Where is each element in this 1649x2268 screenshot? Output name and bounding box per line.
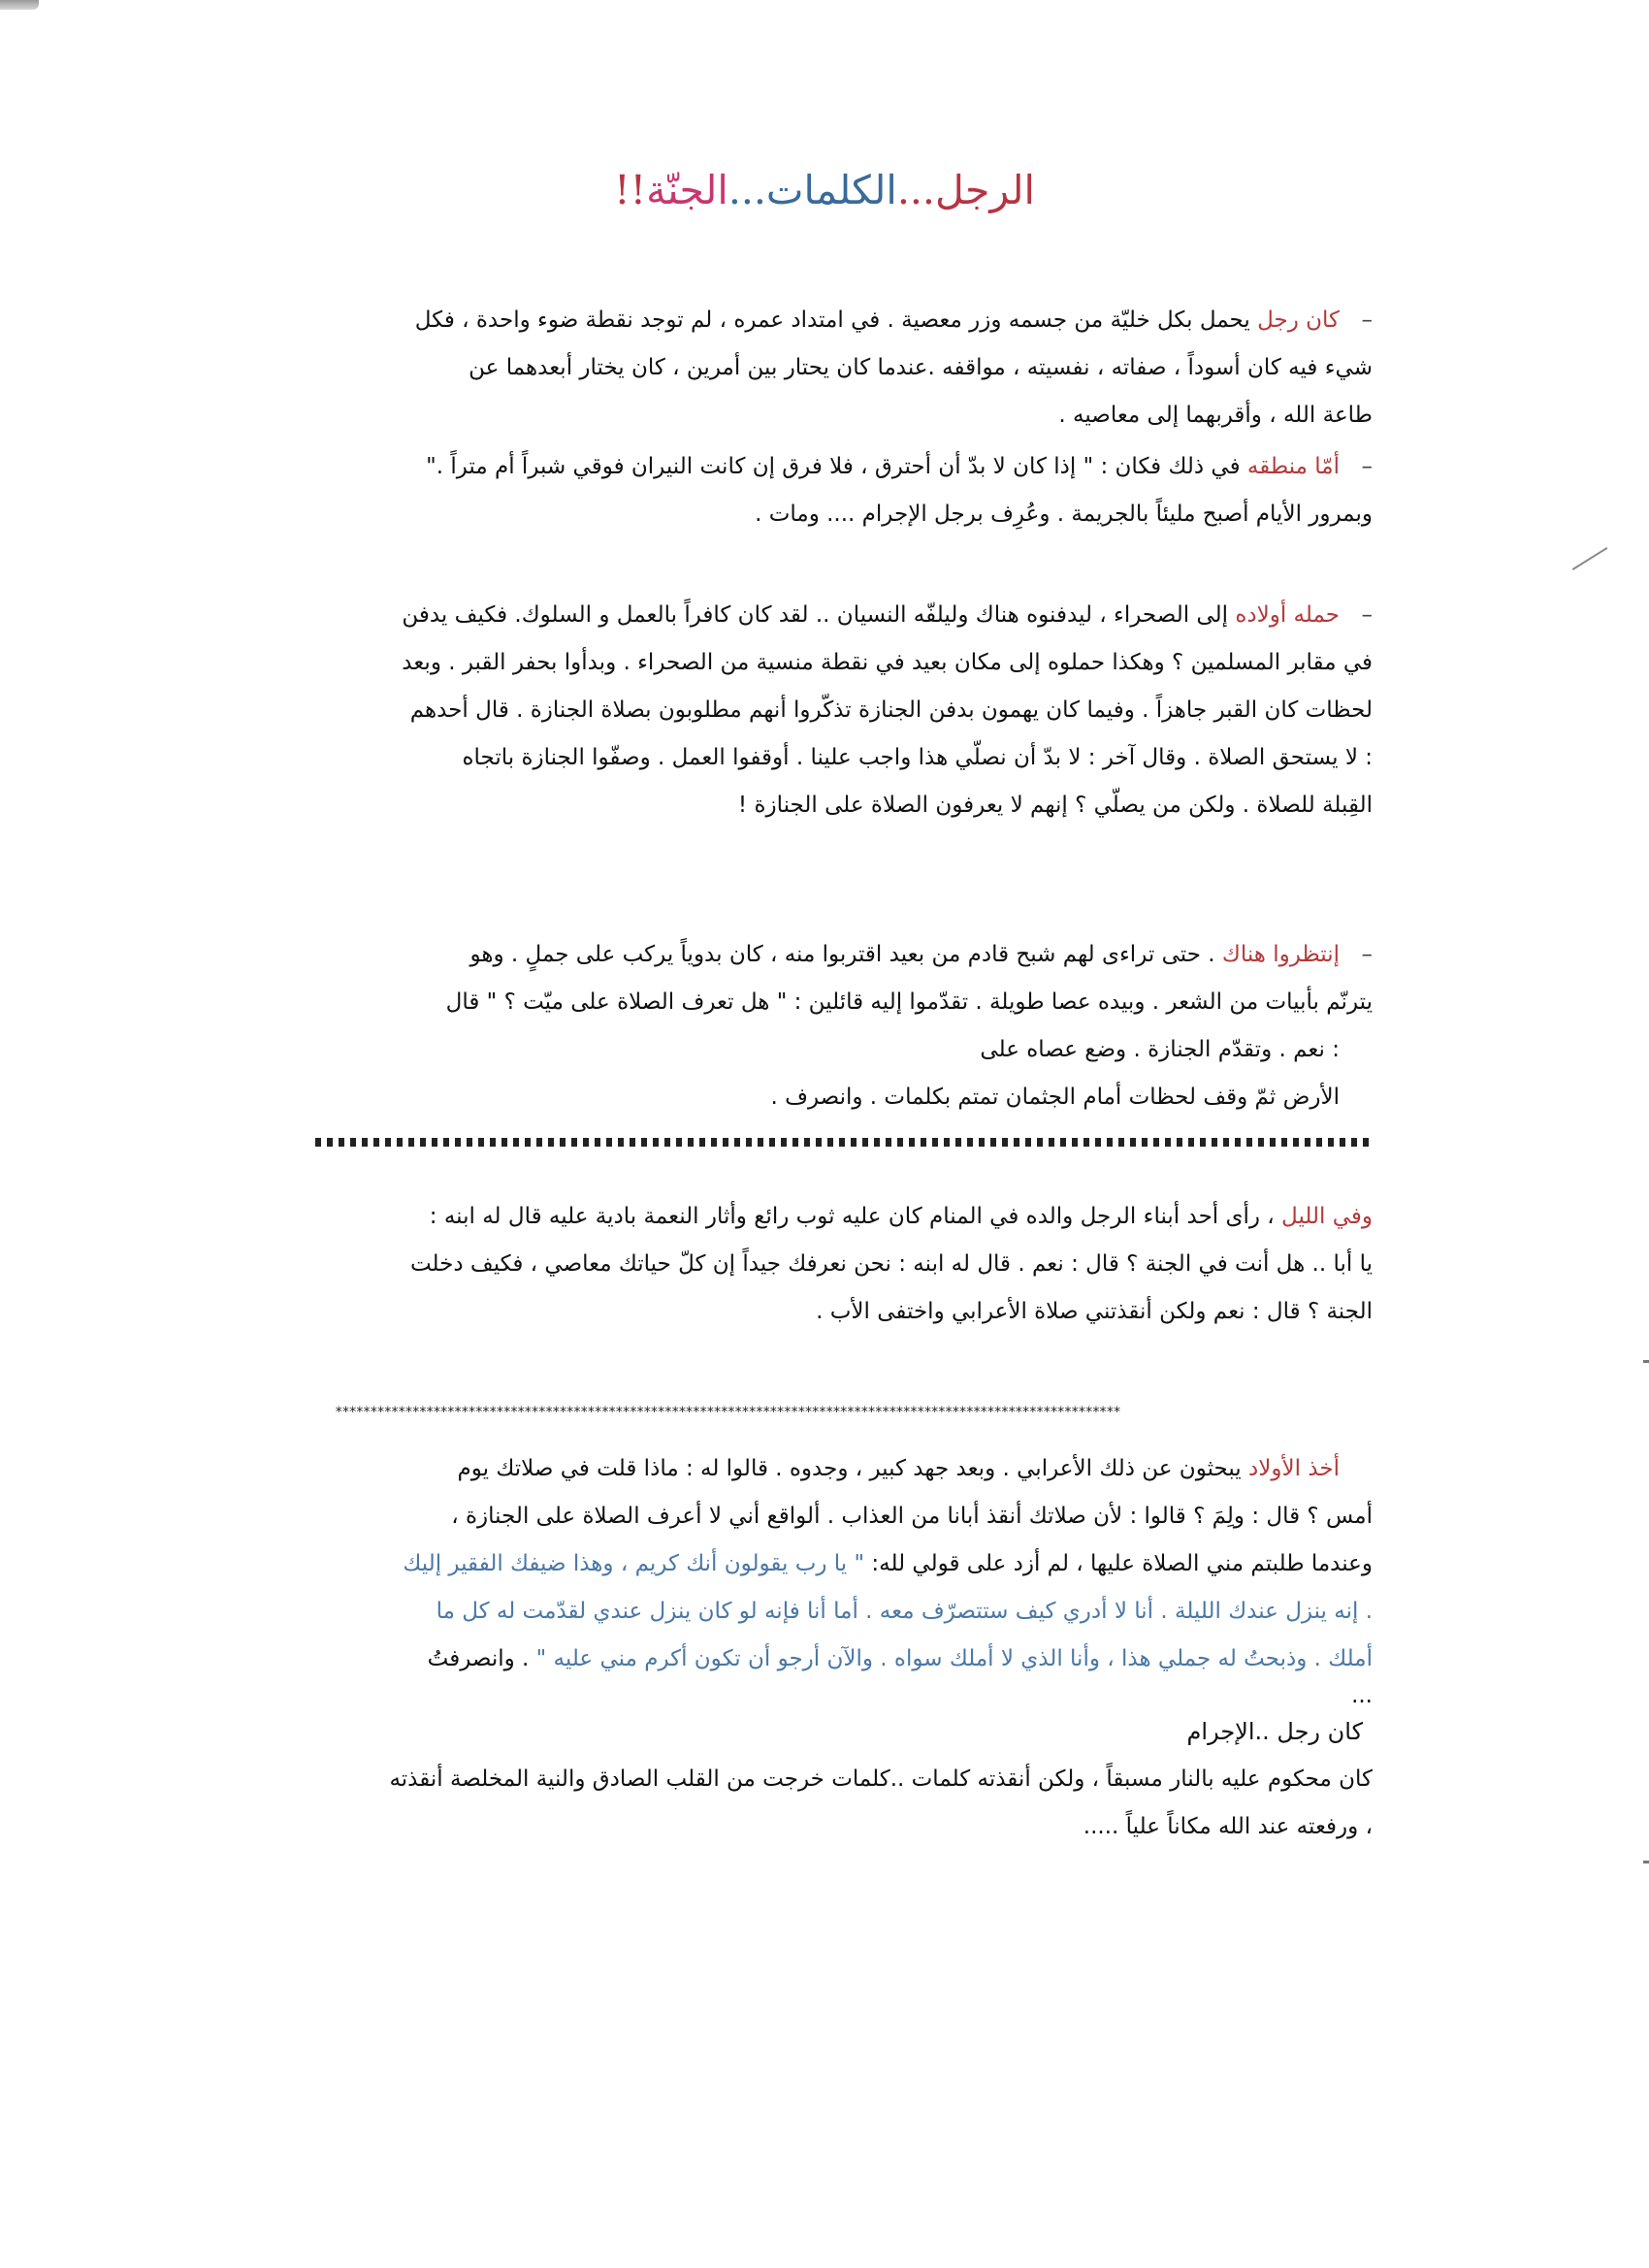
- paragraph-4-text: . حتى تراءى لهم شبح قادم من بعيد اقتربوا منه ، كان بدوياً يركب على جملٍ . وهو: [469, 942, 1222, 967]
- dotted-divider: [315, 1138, 1373, 1147]
- paragraph-3-text: إلى الصحراء ، ليدفنوه هناك وليلفّه النسيان .. لقد كان كافراً بالعمل و السلوك. فكيف يدفن: [402, 602, 1236, 628]
- scan-stray-mark: [1572, 547, 1608, 570]
- paragraph-3-lead: حمله أولاده: [1235, 602, 1340, 628]
- title-separator: ...: [728, 167, 766, 213]
- paragraph-4-line: الأرض ثمّ وقف لحظات أمام الجثمان تمتم بكلمات . وانصرف .: [770, 1085, 1340, 1110]
- paragraph-1-text: يحمل بكل خليّة من جسمه وزر معصية . في امتداد عمره ، لم توجد نقطة ضوء واحدة ، فكل: [414, 308, 1258, 333]
- scan-edge-mark: [1643, 1861, 1649, 1863]
- title-separator: ...: [896, 167, 935, 213]
- paragraph-2-text: في ذلك فكان : " إذا كان لا بدّ أن أحترق ، فلا فرق إن كانت النيران فوقي شبراً أم متراً .": [426, 454, 1247, 479]
- prayer-quote: " يا رب يقولون أنك كريم ، وهذا ضيفك الفقير إليك: [403, 1551, 865, 1576]
- paragraph-5-line: الجنة ؟ قال : نعم ولكن أنقذتني صلاة الأعرابي واختفى الأب .: [816, 1299, 1373, 1324]
- paragraph-3-line: في مقابر المسلمين ؟ وهكذا حملوه إلى مكان بعيد في نقطة منسية من الصحراء . وبدأوا بحفر القبر . وبعد: [402, 650, 1373, 675]
- paragraph-4-line: يترنّم بأبيات من الشعر . وبيده عصا طويلة . تقدّموا إليه قائلين : " هل تعرف الصلاة على ميّت ؟ " قال: [445, 989, 1373, 1015]
- paragraph-5-line: يا أبا .. هل أنت في الجنة ؟ قال : نعم . قال له ابنه : نحن نعرفك جيداً إن كلّ حياتك معاصي ، فكيف دخلت: [409, 1251, 1373, 1277]
- paragraph-5-line: [306, 1193, 1373, 1241]
- paragraph-5-lead: وفي الليل: [1281, 1204, 1373, 1229]
- paragraph-4: [306, 931, 1373, 1121]
- bullet-dash: –: [1361, 602, 1373, 628]
- paragraph-3-line: لحظات كان القبر جاهزاً . وفيما كان يهمون بدفن الجنازة تذكّروا أنهم مطلوبون بصلاة الجنازة . قال أحدهم: [409, 697, 1373, 723]
- paragraph-4-lead: إنتظروا هناك: [1221, 942, 1340, 967]
- paragraph-3-line: [306, 592, 1373, 639]
- title-exclamation: !!: [614, 167, 647, 213]
- paragraph-6-line: كان محكوم عليه بالنار مسبقاً ، ولكن أنقذته كلمات ..كلمات خرجت من القلب الصادق والنية المخلصة أنقذته: [389, 1766, 1373, 1792]
- bullet-dash: –: [1361, 308, 1373, 333]
- bullet-dash: –: [1361, 454, 1373, 479]
- paragraph-2-line: وبمرور الأيام أصبح مليئاً بالجريمة . وعُرِف برجل الإجرام .... ومات .: [755, 502, 1373, 527]
- paragraph-6-text: . وانصرفتُ: [427, 1646, 536, 1671]
- paragraph-6-line: أمس ؟ قال : ولِمَ ؟ قالوا : لأن صلاتك أنقذ أبانا من العذاب . ألواقع أني لا أعرف الصلاة على الجنازة ،: [451, 1504, 1373, 1529]
- paragraph-5-text: ، رأى أحد أبناء الرجل والده في المنام كان عليه ثوب رائع وأثار النعمة بادية عليه قال له ابنه :: [429, 1204, 1282, 1229]
- scan-corner-artifact: [0, 0, 39, 10]
- paragraph-2-line: [306, 443, 1373, 491]
- paragraph-1-line: طاعة الله ، وأقربهما إلى معاصيه .: [1058, 403, 1373, 428]
- paragraph-2: [306, 443, 1373, 538]
- paragraph-6-line: [306, 1540, 1373, 1588]
- closing-heading: كان رجل ..الإجرام: [1186, 1718, 1363, 1745]
- bullet-dash: –: [1361, 942, 1373, 967]
- paragraph-6-line: ، ورفعته عند الله مكاناً علياً .....: [1083, 1814, 1373, 1839]
- paragraph-4-line: : نعم . وتقدّم الجنازة . وضع عصاه على: [980, 1037, 1340, 1062]
- paragraph-4-line: [306, 931, 1373, 979]
- paragraph-1-line: شيء فيه كان أسوداً ، صفاته ، نفسيته ، مواقفه .عندما كان يحتار بين أمرين ، كان يختار أبعدهما عن: [469, 355, 1373, 380]
- paragraph-1-line: [306, 297, 1373, 344]
- prayer-quote-line: . إنه ينزل عندك الليلة . أنا لا أدري كيف ستتصرّف معه . أما أنا فإنه لو كان ينزل عندي لقدّمت له كل ما: [436, 1599, 1373, 1624]
- paragraph-3-line: : لا يستحق الصلاة . وقال آخر : لا بدّ أن نصلّي هذا واجب علينا . أوقفوا العمل . وصفّوا الجنازة باتجاه: [462, 745, 1373, 770]
- document-title: [0, 165, 1649, 216]
- paragraph-3-line: القِبلة للصلاة . ولكن من يصلّي ؟ إنهم لا يعرفون الصلاة على الجنازة !: [737, 793, 1373, 818]
- paragraph-6: [306, 1445, 1373, 1851]
- star-divider: ****************************************************************************************************************: [335, 1405, 1120, 1420]
- paragraph-1-lead: كان رجل: [1257, 308, 1340, 333]
- paragraph-6-line: [306, 1445, 1373, 1493]
- paragraph-3: [306, 592, 1373, 829]
- paragraph-1: [306, 297, 1373, 439]
- title-part-paradise: الجنّة: [646, 167, 728, 213]
- title-part-words: الكلمات: [765, 167, 897, 213]
- paragraph-2-lead: أمّا منطقه: [1246, 454, 1340, 479]
- paragraph-6-text: وعندما طلبتم مني الصلاة عليها ، لم أزد على قولي لله:: [864, 1551, 1373, 1576]
- scan-edge-mark: [1643, 1360, 1649, 1363]
- paragraph-6-line: [306, 1636, 1373, 1683]
- paragraph-6-lead: أخذ الأولاد: [1248, 1456, 1340, 1481]
- paragraph-5: [306, 1193, 1373, 1336]
- prayer-quote: أملك . وذبحتُ له جملي هذا ، وأنا الذي لا أملك سواه . والآن أرجو أن تكون أكرم مني عليه ": [535, 1646, 1373, 1671]
- title-part-man: الرجل: [934, 167, 1035, 213]
- paragraph-6-text: يبحثون عن ذلك الأعرابي . وبعد جهد كبير ، وجدوه . قالوا له : ماذا قلت في صلاتك يوم: [457, 1456, 1249, 1481]
- paragraph-6-line: ...: [1351, 1683, 1373, 1708]
